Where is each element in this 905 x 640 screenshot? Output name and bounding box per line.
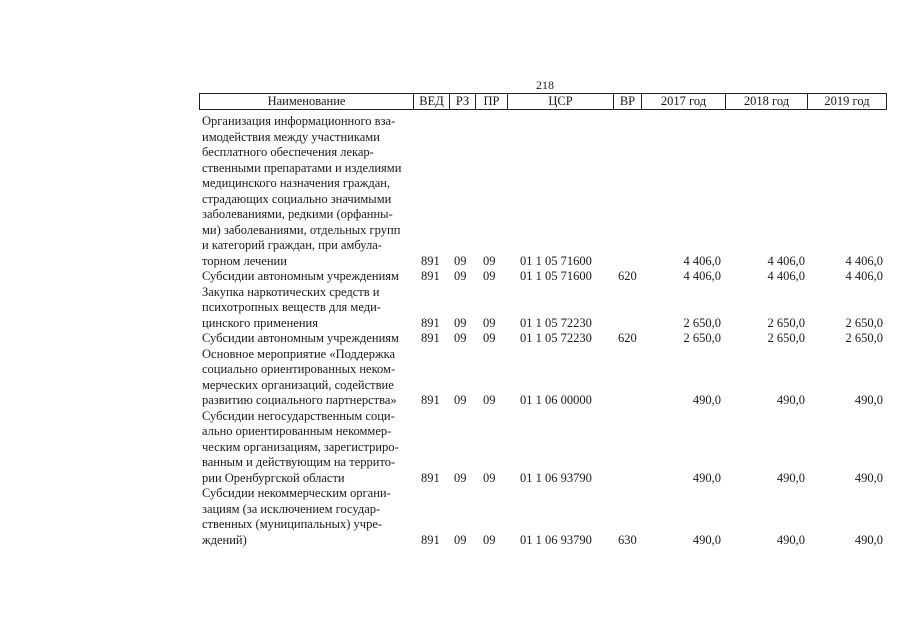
row-csr: 01 1 06 93790 [520, 532, 592, 547]
row-name: Субсидии негосударственным соци- ально ориентированным некоммер- ческим организациям, зарегистриро- ванным и действующим на террито- рии Оренбургской области [202, 408, 399, 485]
row-pr: 09 [483, 253, 496, 268]
header-pr: ПР [476, 94, 508, 109]
row-pr: 09 [483, 315, 496, 330]
header-year-2017: 2017 год [642, 94, 726, 109]
row-pr: 09 [483, 331, 496, 345]
page-number: 218 [536, 78, 554, 92]
row-name: Основное мероприятие «Поддержка социально ориентированных неком- мерческих организаций, содействие развитию социального партнерства» [202, 346, 397, 407]
row-amount-2019: 4 406,0 [845, 269, 883, 283]
row-rz: 09 [454, 532, 467, 547]
row-csr: 01 1 06 93790 [520, 470, 592, 485]
row-csr: 01 1 05 71600 [520, 253, 592, 268]
row-amount-2017: 4 406,0 [683, 253, 721, 268]
row-name: Субсидии некоммерческим органи- зациям (за исключением государ- ственных (муниципальных) учре- ждений) [202, 486, 391, 547]
table-row [199, 486, 887, 548]
row-name: Организация информационного вза- имодействия между участниками бесплатного обеспечения лекар- ственными препаратами и изделиями медицинского назначения граждан, страдающих социально значимыми заболеваниями, редкими (орфанны- ми) заболеваниями, отдельных групп и категорий граждан, при амбула- торном лечении [202, 114, 402, 268]
row-amount-2017: 2 650,0 [683, 315, 721, 330]
row-amount-2018: 490,0 [776, 532, 805, 547]
row-ved: 891 [421, 532, 440, 547]
row-ved: 891 [421, 269, 440, 283]
row-amount-2019: 2 650,0 [845, 315, 883, 330]
row-vr: 630 [618, 532, 637, 547]
row-csr: 01 1 06 00000 [520, 393, 592, 407]
row-rz: 09 [454, 393, 467, 407]
row-amount-2019: 490,0 [854, 470, 883, 485]
row-name: Закупка наркотических средств и психотропных веществ для меди- цинского применения [202, 284, 381, 330]
header-name: Наименование [200, 94, 414, 109]
row-amount-2018: 490,0 [776, 470, 805, 485]
table-header [199, 93, 887, 110]
header-year-2018: 2018 год [726, 94, 808, 109]
header-ved: ВЕД [414, 94, 450, 109]
row-amount-2019: 490,0 [854, 532, 883, 547]
row-rz: 09 [454, 470, 467, 485]
row-pr: 09 [483, 470, 496, 485]
row-vr: 620 [618, 269, 637, 283]
row-amount-2017: 4 406,0 [683, 269, 721, 283]
row-pr: 09 [483, 532, 496, 547]
row-amount-2019: 4 406,0 [845, 253, 883, 268]
row-amount-2018: 2 650,0 [767, 331, 805, 345]
row-csr: 01 1 05 71600 [520, 269, 592, 283]
row-amount-2017: 490,0 [692, 532, 721, 547]
row-amount-2018: 4 406,0 [767, 253, 805, 268]
row-rz: 09 [454, 269, 467, 283]
table-row [199, 409, 887, 487]
row-vr: 620 [618, 331, 637, 345]
header-year-2019: 2019 год [824, 94, 870, 108]
row-ved: 891 [421, 331, 440, 345]
row-rz: 09 [454, 253, 467, 268]
row-amount-2018: 4 406,0 [767, 269, 805, 283]
row-pr: 09 [483, 269, 496, 283]
header-vr: ВР [614, 94, 642, 109]
row-ved: 891 [421, 315, 440, 330]
table-row [199, 331, 887, 347]
row-pr: 09 [483, 393, 496, 407]
table-row [199, 114, 887, 269]
row-amount-2017: 490,0 [692, 470, 721, 485]
header-csr: ЦСР [508, 94, 614, 109]
table-row [199, 285, 887, 332]
row-amount-2019: 2 650,0 [845, 331, 883, 345]
row-amount-2018: 2 650,0 [767, 315, 805, 330]
row-rz: 09 [454, 315, 467, 330]
row-amount-2017: 2 650,0 [683, 331, 721, 345]
row-rz: 09 [454, 331, 467, 345]
row-amount-2017: 490,0 [692, 393, 721, 407]
table-body [199, 114, 887, 548]
row-ved: 891 [421, 393, 440, 407]
row-csr: 01 1 05 72230 [520, 315, 592, 330]
header-rz: РЗ [450, 94, 476, 109]
row-name: Субсидии автономным учреждениям [202, 331, 399, 345]
row-name: Субсидии автономным учреждениям [202, 269, 399, 283]
table-row [199, 347, 887, 409]
row-ved: 891 [421, 470, 440, 485]
row-ved: 891 [421, 253, 440, 268]
row-csr: 01 1 05 72230 [520, 331, 592, 345]
row-amount-2019: 490,0 [854, 393, 883, 407]
table-row [199, 269, 887, 285]
row-amount-2018: 490,0 [776, 393, 805, 407]
